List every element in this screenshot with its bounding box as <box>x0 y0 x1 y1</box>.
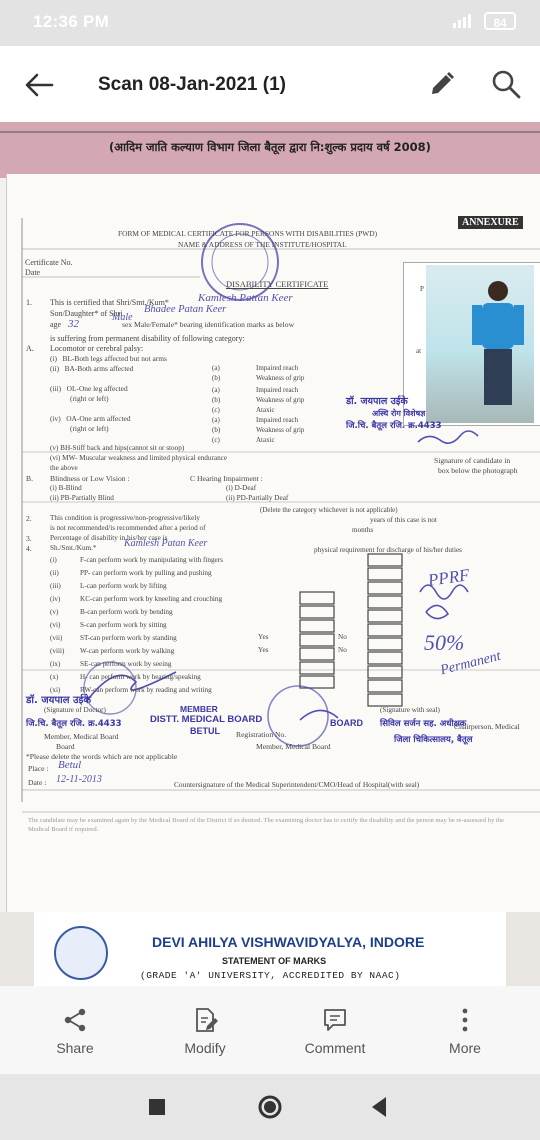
duty-t: W-can perform work by walking <box>80 647 175 655</box>
photo-label-at: at <box>416 347 422 355</box>
status-bar <box>0 0 540 46</box>
loco-item <box>70 394 109 403</box>
board-left: Board <box>56 742 75 751</box>
duty-n: (ii) <box>50 569 59 577</box>
sub-item: (a) <box>212 416 220 424</box>
yes-label-2: Yes <box>258 646 269 654</box>
form-title: FORM OF MEDICAL CERTIFICATE FOR PERSONS WITH DISABILITIES (PWD) <box>118 229 378 238</box>
comment-button[interactable] <box>280 986 390 1074</box>
age-label: age <box>50 320 62 329</box>
duty-item <box>50 634 177 642</box>
section-b: B. <box>26 474 33 483</box>
cert-line: This is certified that Shri/Smt./Kum* <box>50 298 169 307</box>
signature-doctor: (Signature of Doctor) <box>44 706 106 714</box>
university-grade: (GRADE 'A' UNIVERSITY, ACCREDITED BY NAAC) <box>140 970 401 981</box>
civil-surgeon-stamp: सिविल सर्जन सह. अधीक्षक <box>380 719 467 729</box>
member-stamp: MEMBER <box>180 704 218 714</box>
home-icon[interactable] <box>257 1094 283 1120</box>
page-title: Scan 08-Jan-2021 (1) <box>98 74 286 95</box>
system-navigation-bar <box>0 1074 540 1140</box>
more-button[interactable] <box>410 986 520 1074</box>
share-button[interactable] <box>20 986 130 1074</box>
battery-icon: 84 <box>484 12 516 30</box>
sub-item-text: Impaired reach <box>256 416 299 424</box>
sub-item: (c) <box>212 406 220 414</box>
share-icon <box>61 1006 89 1034</box>
countersignature: Countersignature of the Medical Superintendent/CMO/Head of Hospital(with seal) <box>174 780 420 789</box>
date-label-2: Date : <box>28 778 47 787</box>
distt-medical-board-stamp: DISTT. MEDICAL BOARD <box>150 714 263 725</box>
candidate-photo <box>426 265 534 423</box>
duty-item <box>50 556 223 564</box>
member-medical-board: Member, Medical Board <box>44 732 119 741</box>
handwritten-percentage: 50% <box>424 630 465 655</box>
item-3-number: 3. <box>26 534 32 543</box>
handwritten-pprf: PPRF <box>426 565 471 590</box>
shri-line: Sh./Smt./Kum.* <box>50 544 97 552</box>
app-bar <box>0 46 540 122</box>
sub-item-text: Impaired reach <box>256 386 299 394</box>
please-delete-note: *Please delete the words which are not applicable <box>26 752 178 761</box>
blindness-label: Blindness or Low Vision : <box>50 474 130 483</box>
sub-item: (b) <box>212 396 221 404</box>
edit-pencil-icon[interactable] <box>428 70 456 98</box>
loco-item <box>50 384 128 393</box>
registration-no: Registration No. <box>236 730 287 739</box>
item-v: (v) BH-Stiff back and hips(cannot sit or stoop) <box>50 444 185 452</box>
signal-icon <box>452 14 474 28</box>
sub-item: (a) <box>212 386 220 394</box>
yes-label: Yes <box>258 633 269 641</box>
district-hospital-stamp: जिला चिकित्सालय, बैतूल <box>394 735 473 745</box>
sub-item-text: Impaired reach <box>256 364 299 372</box>
statement-of-marks: STATEMENT OF MARKS <box>222 956 327 966</box>
son-line: Son/Daughter* of Shri <box>50 309 123 318</box>
doctor-stamp-2: अस्थि रोग विशेषज्ञ <box>372 409 426 418</box>
person-silhouette <box>468 275 528 411</box>
duty-n: (x) <box>50 673 59 681</box>
photo-label-p: P <box>420 285 424 293</box>
item-vi: (vi) MW- Muscular weakness and limited physical endurance <box>50 454 228 462</box>
handwritten-permanent: Permanent <box>438 648 503 679</box>
blind-item: (i) B-Blind <box>50 484 82 492</box>
duty-t: PP- can perform work by pulling and pushing <box>80 569 212 577</box>
footnote: The candidate may be examined again by the Medical Board of the District if so desired. The examining doctor has to certify the disability and the person may be re-assessed by the Medical Board if required. <box>28 817 504 833</box>
duty-n: (v) <box>50 608 59 616</box>
section-c-hearing: C Hearing Impairment : <box>190 474 263 483</box>
duty-t: RW-can perform work by reading and writing <box>80 686 212 694</box>
bottom-action-bar <box>0 986 540 1074</box>
certificate-no-label: Certificate No. <box>25 258 73 267</box>
candidate-photo-box <box>403 262 540 426</box>
condition-line-2: is not recommended/is recommended after a period of <box>50 524 206 532</box>
duty-t: SE-can perform work by seeing <box>80 660 172 668</box>
deaf-item: (i) D-Deaf <box>226 484 257 492</box>
duty-item <box>50 673 201 681</box>
condition-line-3: years of this case is not <box>370 516 437 524</box>
date-handwritten: 12-11-2013 <box>56 774 102 785</box>
duty-t: S-can perform work by sitting <box>80 621 167 629</box>
modify-button[interactable] <box>150 986 260 1074</box>
form-subtitle: NAME & ADDRESS OF THE INSTITUTE/HOSPITAL <box>178 240 347 249</box>
place-label: Place : <box>28 764 49 773</box>
left-doctor-reg: जि.चि. बैतूल रजि. क्र.4433 <box>26 719 122 729</box>
hindi-header: (आदिम जाति कल्याण विभाग जिला बैतूल द्वारा नि:शुल्क प्रदाय वर्ष 2008) <box>109 140 431 154</box>
share-label: Share <box>56 1040 94 1056</box>
partially-blind-item: (ii) PB-Partially Blind <box>50 494 114 502</box>
duty-item <box>50 595 223 603</box>
betul-stamp: BETUL <box>190 726 220 736</box>
back-nav-icon[interactable] <box>370 1096 388 1118</box>
loco-item <box>50 354 167 363</box>
candidate-name-handwritten: Kamlesh Pattan Keer <box>198 292 293 304</box>
university-logo <box>54 926 108 980</box>
university-name: DEVI AHILYA VISHWAVIDYALYA, INDORE <box>152 934 425 950</box>
loco-item-t: BL-Both legs affected but not arms <box>62 354 167 363</box>
board-stamp: BOARD <box>330 718 363 728</box>
more-icon <box>451 1006 479 1034</box>
locomotor-label: Locomotor or cerebral palsy: <box>50 344 144 353</box>
item-4-number: 4. <box>26 544 32 553</box>
duty-n: (vii) <box>50 634 63 642</box>
loco-item-t: OL-One leg affected <box>66 384 128 393</box>
sub-item: (a) <box>212 364 220 372</box>
loco-item-n: (i) <box>50 354 57 363</box>
loco-item-n: (iv) <box>50 414 61 423</box>
photo-signature-note-2: box below the photograph <box>438 466 518 475</box>
physical-requirement: physical requirement for discharge of his/her duties <box>314 546 462 554</box>
comment-label: Comment <box>304 1040 366 1056</box>
duty-n: (iv) <box>50 595 61 603</box>
duty-n: (xi) <box>50 686 61 694</box>
doctor-stamp-1: डॉ. जयपाल उईके <box>346 396 408 407</box>
member-medical-board-2: Member, Medical Board <box>256 742 331 751</box>
date-label: Date <box>25 268 41 277</box>
comment-icon <box>321 1006 349 1034</box>
partially-deaf-item: (ii) PD-Partially Deaf <box>226 494 289 502</box>
sex-handwritten: Male <box>112 312 133 323</box>
back-arrow-icon[interactable] <box>22 68 56 102</box>
suffering-line: is suffering from permanent disability of following category: <box>50 334 245 343</box>
disability-certificate-title: DISABILITY CERTIFICATE <box>226 279 329 289</box>
duty-n: (ix) <box>50 660 61 668</box>
duty-n: (i) <box>50 556 57 564</box>
candidate-name-handwritten-2: Kamlesh Patan Keer <box>124 538 208 549</box>
duty-t: F-can perform work by manipulating with fingers <box>80 556 223 564</box>
sex-line: sex Male/Female* bearing identification marks as below <box>122 320 295 329</box>
item-2-number: 2. <box>26 514 32 523</box>
no-label-2: No <box>338 646 347 654</box>
age-handwritten: 32 <box>68 318 79 330</box>
sub-item-text: Weakness of grip <box>256 426 305 434</box>
sub-item-text: Weakness of grip <box>256 396 305 404</box>
chairperson-label: Chairperson, Medical <box>454 722 520 731</box>
duty-item <box>50 582 167 590</box>
modify-icon <box>191 1006 219 1034</box>
months-label: months <box>352 526 374 534</box>
sub-item-text: Ataxic <box>256 406 275 414</box>
left-doctor-stamp: डॉ. जयपाल उईके <box>26 695 92 706</box>
loco-item <box>50 414 131 423</box>
sub-item: (c) <box>212 436 220 444</box>
sub-item: (b) <box>212 426 221 434</box>
delete-category-note: (Delete the category whichever is not applicable) <box>260 506 398 514</box>
the-above: the above <box>50 464 78 472</box>
status-time: 12:36 PM <box>33 12 110 31</box>
loco-item-t: (right or left) <box>70 424 109 433</box>
loco-item-t: BA-Both arms affected <box>64 364 134 373</box>
search-icon[interactable] <box>490 68 522 100</box>
father-name-handwritten: Bhadee Patan Keer <box>144 304 227 315</box>
signature-with-seal: (Signature with seal) <box>380 706 440 714</box>
sub-item-text: Weakness of grip <box>256 374 305 382</box>
duty-t: ST-can perform work by standing <box>80 634 177 642</box>
duty-t: H- can perform work by hearing/speaking <box>80 673 201 681</box>
section-a: A. <box>26 344 34 353</box>
duty-t: L-can perform work by lifting <box>80 582 167 590</box>
loco-item-n: (iii) <box>50 384 62 393</box>
duty-item <box>50 569 212 577</box>
next-page-preview[interactable] <box>34 912 506 986</box>
more-label: More <box>449 1040 481 1056</box>
modify-label: Modify <box>184 1040 226 1056</box>
duty-item <box>50 660 172 668</box>
loco-item-t: OA-One arm affected <box>66 414 131 423</box>
loco-item <box>70 424 109 433</box>
no-label: No <box>338 633 347 641</box>
recents-icon[interactable] <box>148 1098 166 1116</box>
duty-n: (viii) <box>50 647 65 655</box>
duty-item <box>50 608 173 616</box>
sub-item-text: Ataxic <box>256 436 275 444</box>
doctor-stamp-3: जि.चि. बैतूल रजि. क्र.4433 <box>346 421 442 431</box>
place-handwritten: Betul <box>58 759 82 771</box>
sub-item: (b) <box>212 374 221 382</box>
photo-signature-note: Signature of candidate in <box>434 456 511 465</box>
duty-item <box>50 647 175 655</box>
duty-n: (vi) <box>50 621 61 629</box>
duty-item <box>50 621 167 629</box>
loco-item <box>50 364 133 373</box>
scanned-document[interactable] <box>0 122 540 912</box>
loco-item-n: (ii) <box>50 364 60 373</box>
duty-t: B-can perform work by bending <box>80 608 173 616</box>
loco-item-t: (right or left) <box>70 394 109 403</box>
condition-line: This condition is progressive/non-progressive/likely <box>50 514 200 522</box>
annexure-label: ANNEXURE <box>458 216 523 229</box>
duty-t: KC-can perform work by kneeling and crouching <box>80 595 223 603</box>
percentage-line: Percentage of disability in his/her case is <box>50 534 168 542</box>
duty-n: (iii) <box>50 582 61 590</box>
item-1-number: 1. <box>26 298 32 307</box>
